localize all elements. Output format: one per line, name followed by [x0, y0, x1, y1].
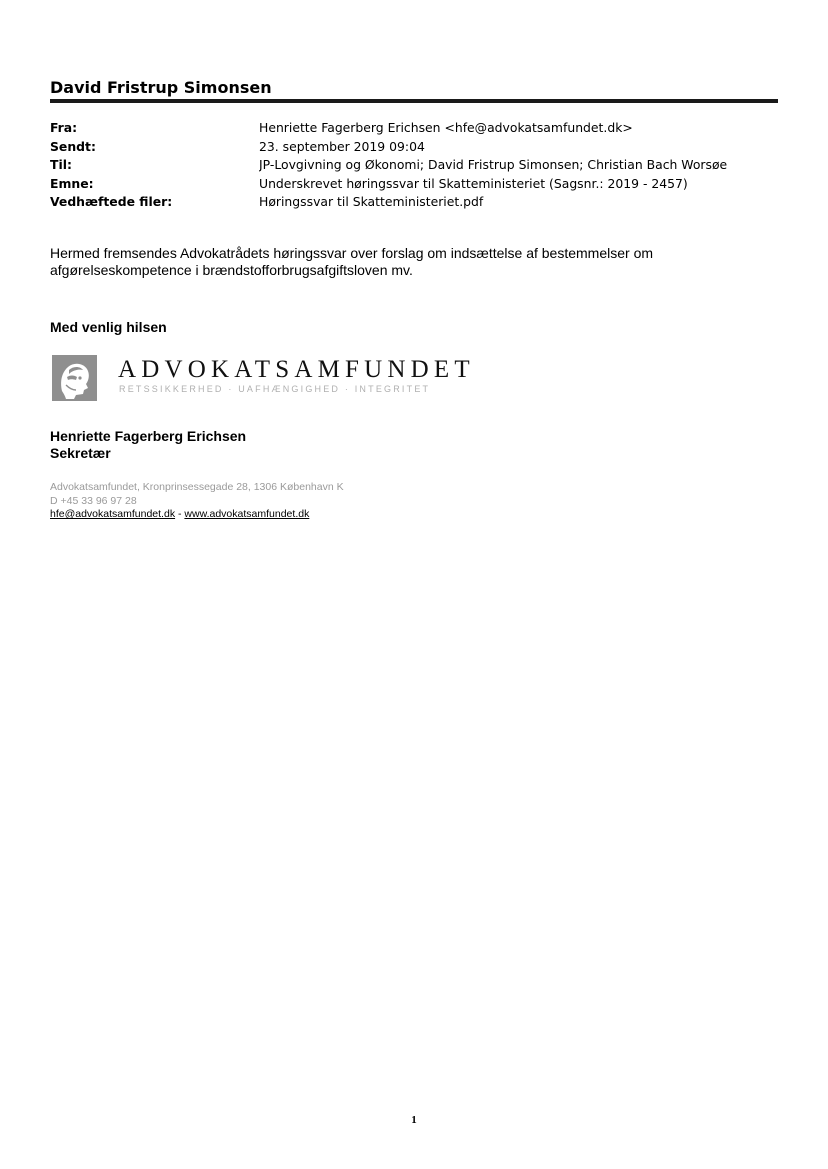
page-header	[50, 78, 778, 103]
meta-row-subject	[50, 175, 770, 194]
signature-name: Henriette Fagerberg Erichsen	[50, 428, 247, 444]
email-link[interactable]: hfe@advokatsamfundet.dk	[50, 508, 176, 520]
logo-tagline: RETSSIKKERHED · UAFHÆNGIGHED · INTEGRITET	[119, 384, 431, 394]
contact-block	[50, 481, 344, 522]
meta-label: Fra:	[50, 120, 78, 135]
meta-value-subject: Underskrevet høringssvar til Skatteministeriet (Sagsnr.: 2019 - 2457)	[259, 175, 688, 191]
email-body-text: Hermed fremsendes Advokatrådets høringssvar over forslag om indsættelse af bestemmelser om afgørelseskompetence i brændstofforbrugsafgiftsloven mv.	[50, 245, 654, 278]
signature-title: Sekretær	[50, 445, 111, 461]
meta-value-attachments: Høringssvar til Skatteministeriet.pdf	[259, 194, 484, 209]
contact-phone: D +45 33 96 97 28	[50, 494, 137, 507]
helmet-head-icon	[52, 355, 97, 401]
link-separator: -	[175, 508, 185, 520]
meta-row-to	[50, 156, 770, 175]
meta-label: Vedhæftede filer:	[50, 194, 173, 209]
advokatsamfundet-logo	[52, 355, 475, 403]
contact-links	[50, 508, 344, 522]
meta-value-sent: 23. september 2019 09:04	[259, 138, 425, 154]
signature-block	[50, 428, 246, 462]
meta-row-from	[50, 119, 770, 138]
meta-row-sent	[50, 138, 770, 157]
website-link[interactable]: www.advokatsamfundet.dk	[184, 508, 310, 520]
logo-wordmark: ADVOKATSAMFUNDET	[118, 356, 475, 383]
meta-value-from: Henriette Fagerberg Erichsen <hfe@advokatsamfundet.dk>	[259, 120, 633, 135]
email-metadata	[50, 119, 770, 212]
contact-address: Advokatsamfundet, Kronprinsessegade 28, 1306 København K	[50, 481, 344, 493]
meta-label: Sendt:	[50, 138, 96, 154]
meta-value-to: JP-Lovgivning og Økonomi; David Fristrup Simonsen; Christian Bach Worsøe	[259, 157, 728, 172]
page-number: 1	[411, 1114, 417, 1126]
greeting: Med venlig hilsen	[50, 319, 167, 335]
header-divider	[50, 99, 778, 103]
meta-row-attachments	[50, 193, 770, 212]
meta-label: Emne:	[50, 175, 94, 191]
meta-label: Til:	[50, 157, 72, 172]
mailbox-owner-name: David Fristrup Simonsen	[50, 78, 272, 97]
